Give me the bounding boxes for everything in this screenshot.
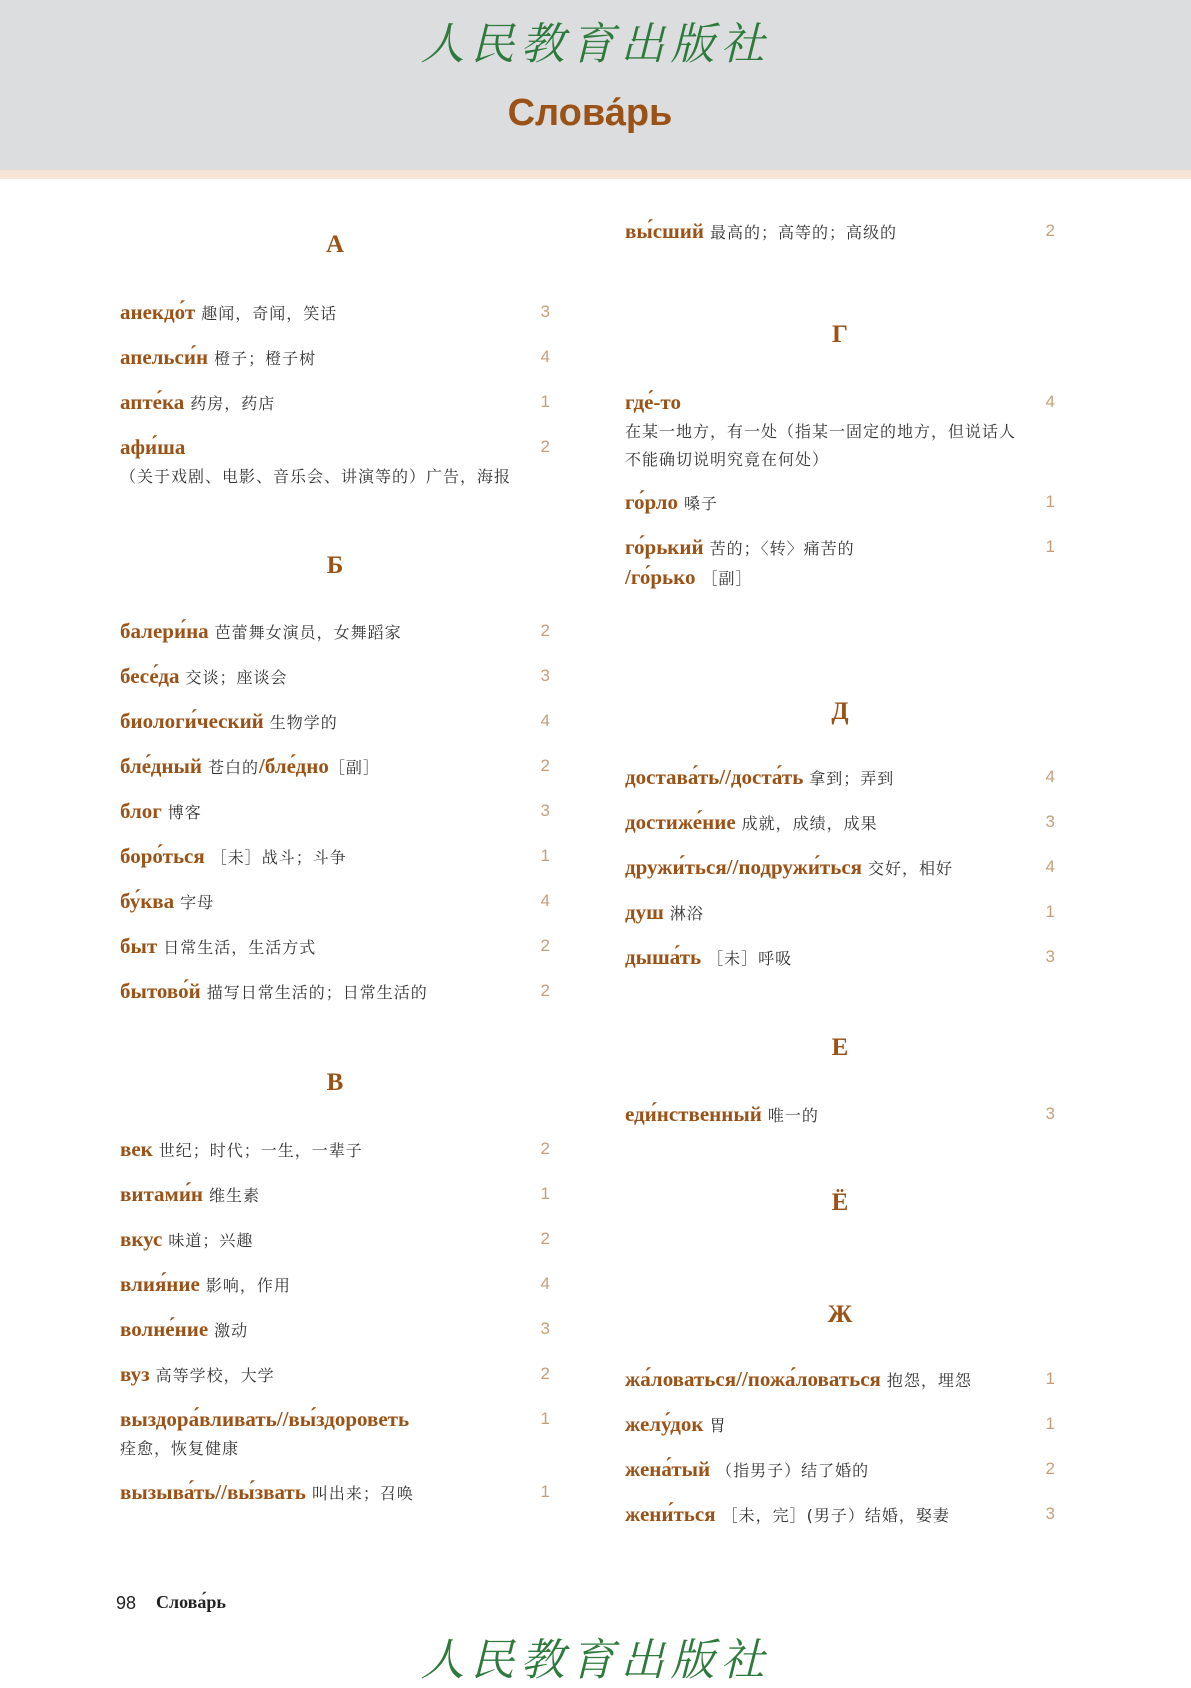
entry-translation: 苦的；〈转〉痛苦的 [709, 539, 855, 558]
dictionary-entry [625, 217, 1055, 247]
lesson-number: 1 [1045, 902, 1055, 921]
dictionary-entry [625, 1365, 1055, 1395]
dictionary-entry [120, 1360, 550, 1390]
dictionary-entry [120, 842, 550, 872]
dictionary-entry [625, 1500, 1055, 1530]
dictionary-entry [625, 943, 1055, 973]
lesson-number: 2 [540, 1229, 550, 1248]
dictionary-entry [625, 533, 1055, 593]
entry-translation: 胃 [709, 1416, 727, 1435]
entry-word: блог [120, 799, 162, 823]
lesson-number: 3 [1045, 1504, 1055, 1523]
entry-translation: 维生素 [209, 1186, 261, 1205]
entry-word: вуз [120, 1362, 150, 1386]
entry-translation: ［未，完］(男子）结婚，娶妻 [721, 1506, 950, 1525]
dictionary-entry [120, 1315, 550, 1345]
lesson-number: 3 [1045, 812, 1055, 831]
dictionary-entry [625, 853, 1055, 883]
entry-translation: 抱怨，埋怨 [886, 1371, 972, 1390]
dictionary-entry [120, 388, 550, 418]
lesson-number: 1 [540, 1184, 550, 1203]
section-letter: Б [326, 552, 344, 579]
lesson-number: 2 [540, 981, 550, 1000]
lesson-number: 3 [540, 666, 550, 685]
lesson-number: 3 [540, 1319, 550, 1338]
dictionary-entry [120, 1225, 550, 1255]
lesson-number: 4 [540, 347, 550, 366]
entry-word: дружи́ться//подружи́ться [625, 855, 863, 879]
dictionary-entry [625, 388, 1055, 474]
entry-word: вызыва́ть//вы́звать [120, 1480, 306, 1504]
dictionary-entry [120, 1135, 550, 1165]
section-letter: Е [831, 1034, 849, 1061]
entry-word: витами́н [120, 1182, 204, 1206]
entry-translation: 痊愈，恢复健康 [120, 1439, 240, 1458]
entry-word-adverb: /бле́дно [259, 754, 329, 778]
section-letter: Г [832, 321, 848, 348]
publisher-logo-footer: 人民教育出版社 [420, 1635, 771, 1686]
dictionary-entry [120, 1405, 550, 1463]
entry-word: бу́ква [120, 889, 175, 913]
entry-word: влия́ние [120, 1272, 200, 1296]
entry-word: душ [625, 900, 664, 924]
entry-word: бесе́да [120, 664, 180, 688]
lesson-number: 3 [1045, 1104, 1055, 1123]
entry-continuation [120, 463, 514, 491]
entry-word: волне́ние [120, 1317, 209, 1341]
lesson-number: 4 [1045, 767, 1055, 786]
dictionary-entry [120, 797, 550, 827]
dictionary-entry [120, 343, 550, 373]
dictionary-entry [120, 707, 550, 737]
entry-word: го́рький [625, 535, 704, 559]
lesson-number: 2 [540, 1139, 550, 1158]
lesson-number: 2 [540, 936, 550, 955]
entry-translation: ［未］战斗；斗争 [210, 848, 347, 867]
entry-continuation [625, 563, 1019, 593]
entry-translation: 博客 [167, 803, 202, 822]
section-letter: А [325, 231, 345, 258]
entry-word: балери́на [120, 619, 209, 643]
entry-translation: 交谈；座谈会 [185, 668, 288, 687]
entry-word: быт [120, 934, 158, 958]
entry-word: бле́дный [120, 754, 203, 778]
entry-word: достава́ть//доста́ть [625, 765, 804, 789]
entry-translation: 叫出来；召唤 [311, 1484, 414, 1503]
entry-translation: ［副］ [701, 569, 753, 588]
entry-translation: ［未］呼吸 [707, 949, 793, 968]
entry-translation: 嗓子 [683, 494, 718, 513]
entry-word: выздора́вливать//вы́здороветь [120, 1407, 410, 1431]
entry-translation: 橙子；橙子树 [214, 349, 317, 368]
lesson-number: 1 [540, 392, 550, 411]
entry-translation: 描写日常生活的；日常生活的 [206, 983, 428, 1002]
lesson-number: 2 [1045, 1459, 1055, 1478]
entry-continuation [120, 1435, 514, 1463]
entry-word: боро́ться [120, 844, 205, 868]
entry-word: век [120, 1137, 153, 1161]
dictionary-entry [625, 763, 1055, 793]
entry-word: вы́сший [625, 219, 704, 243]
lesson-number: 4 [1045, 392, 1055, 411]
entry-continuation [625, 418, 1019, 474]
lesson-number: 2 [540, 756, 550, 775]
entry-translation: 拿到；弄到 [809, 769, 895, 788]
entry-translation: 苍白的 [208, 758, 260, 777]
lesson-number: 4 [540, 711, 550, 730]
dictionary-entry [625, 1410, 1055, 1440]
lesson-number: 1 [1045, 1369, 1055, 1388]
entry-translation: （关于戏剧、电影、音乐会、讲演等的）广告，海报 [120, 467, 512, 486]
entry-word: еди́нственный [625, 1102, 762, 1126]
section-letter: Ё [831, 1189, 849, 1216]
header-stripe [0, 170, 1191, 179]
entry-translation: 激动 [214, 1321, 249, 1340]
lesson-number: 1 [1045, 492, 1055, 511]
lesson-number: 4 [540, 891, 550, 910]
entry-word: афи́ша [120, 435, 186, 459]
dictionary-entry [625, 1455, 1055, 1485]
entry-translation: 世纪；时代；一生，一辈子 [158, 1141, 363, 1160]
dictionary-entry [120, 887, 550, 917]
entry-word: жена́тый [625, 1457, 711, 1481]
entry-word-adverb: /го́рько [625, 565, 696, 589]
entry-translation-adverb: ［副］ [328, 758, 380, 777]
dictionary-entry [120, 662, 550, 692]
section-letter: Ж [827, 1301, 853, 1328]
entry-translation: 字母 [180, 893, 215, 912]
entry-translation: 生物学的 [269, 713, 338, 732]
lesson-number: 1 [540, 1409, 550, 1428]
dictionary-entry [625, 488, 1055, 518]
lesson-number: 1 [540, 846, 550, 865]
lesson-number: 4 [540, 1274, 550, 1293]
entry-translation: 芭蕾舞女演员，女舞蹈家 [214, 623, 402, 642]
dictionary-entry [120, 932, 550, 962]
lesson-number: 2 [540, 621, 550, 640]
entry-word: вкус [120, 1227, 163, 1251]
entry-word: бытово́й [120, 979, 201, 1003]
dictionary-entry [120, 1478, 550, 1508]
lesson-number: 4 [1045, 857, 1055, 876]
lesson-number: 3 [540, 801, 550, 820]
entry-word: биологи́ческий [120, 709, 264, 733]
dictionary-entry [625, 1100, 1055, 1130]
entry-word: анекдо́т [120, 300, 196, 324]
entry-word: апельси́н [120, 345, 209, 369]
entry-translation: 交好，相好 [868, 859, 954, 878]
lesson-number: 2 [540, 437, 550, 456]
entry-word: апте́ка [120, 390, 185, 414]
dictionary-entry [120, 433, 550, 491]
entry-translation: 味道；兴趣 [168, 1231, 254, 1250]
entry-word: дыша́ть [625, 945, 702, 969]
footer-title: Слова́рь [156, 1592, 226, 1612]
section-letter: Д [831, 698, 849, 725]
entry-translation: 影响，作用 [205, 1276, 291, 1295]
dictionary-entry [120, 752, 550, 782]
lesson-number: 3 [1045, 947, 1055, 966]
lesson-number: 3 [540, 302, 550, 321]
dictionary-entry [120, 1270, 550, 1300]
entry-translation: 高等学校，大学 [155, 1366, 275, 1385]
entry-word: где́-то [625, 390, 681, 414]
entry-word: жени́ться [625, 1502, 716, 1526]
page-title: Слова́рь [507, 92, 673, 134]
entry-word: достиже́ние [625, 810, 736, 834]
entry-word: жа́ловаться//пожа́ловаться [625, 1367, 881, 1391]
dictionary-entry [120, 1180, 550, 1210]
dictionary-entry [120, 298, 550, 328]
entry-translation: 药房，药店 [190, 394, 276, 413]
entry-translation: 淋浴 [669, 904, 704, 923]
entry-translation: 成就，成绩，成果 [741, 814, 878, 833]
dictionary-entry [625, 808, 1055, 838]
section-letter: В [326, 1069, 344, 1096]
entry-translation: 趣闻，奇闻，笑话 [201, 304, 338, 323]
entry-word: желу́док [625, 1412, 704, 1436]
page-number: 98 [116, 1593, 137, 1613]
lesson-number: 2 [1045, 221, 1055, 240]
lesson-number: 1 [1045, 537, 1055, 556]
entry-translation: 最高的；高等的；高级的 [710, 223, 898, 242]
entry-translation: 在某一地方，有一处（指某一固定的地方，但说话人不能确切说明究竟在何处） [625, 422, 1017, 469]
entry-translation: 唯一的 [767, 1106, 819, 1125]
lesson-number: 1 [540, 1482, 550, 1501]
dictionary-entry [120, 977, 550, 1007]
publisher-logo: 人民教育出版社 [420, 19, 771, 70]
dictionary-entry [120, 617, 550, 647]
lesson-number: 2 [540, 1364, 550, 1383]
entry-word: го́рло [625, 490, 678, 514]
lesson-number: 1 [1045, 1414, 1055, 1433]
entry-translation: 日常生活，生活方式 [163, 938, 317, 957]
dictionary-entry [625, 898, 1055, 928]
entry-translation: （指男子）结了婚的 [716, 1461, 870, 1480]
